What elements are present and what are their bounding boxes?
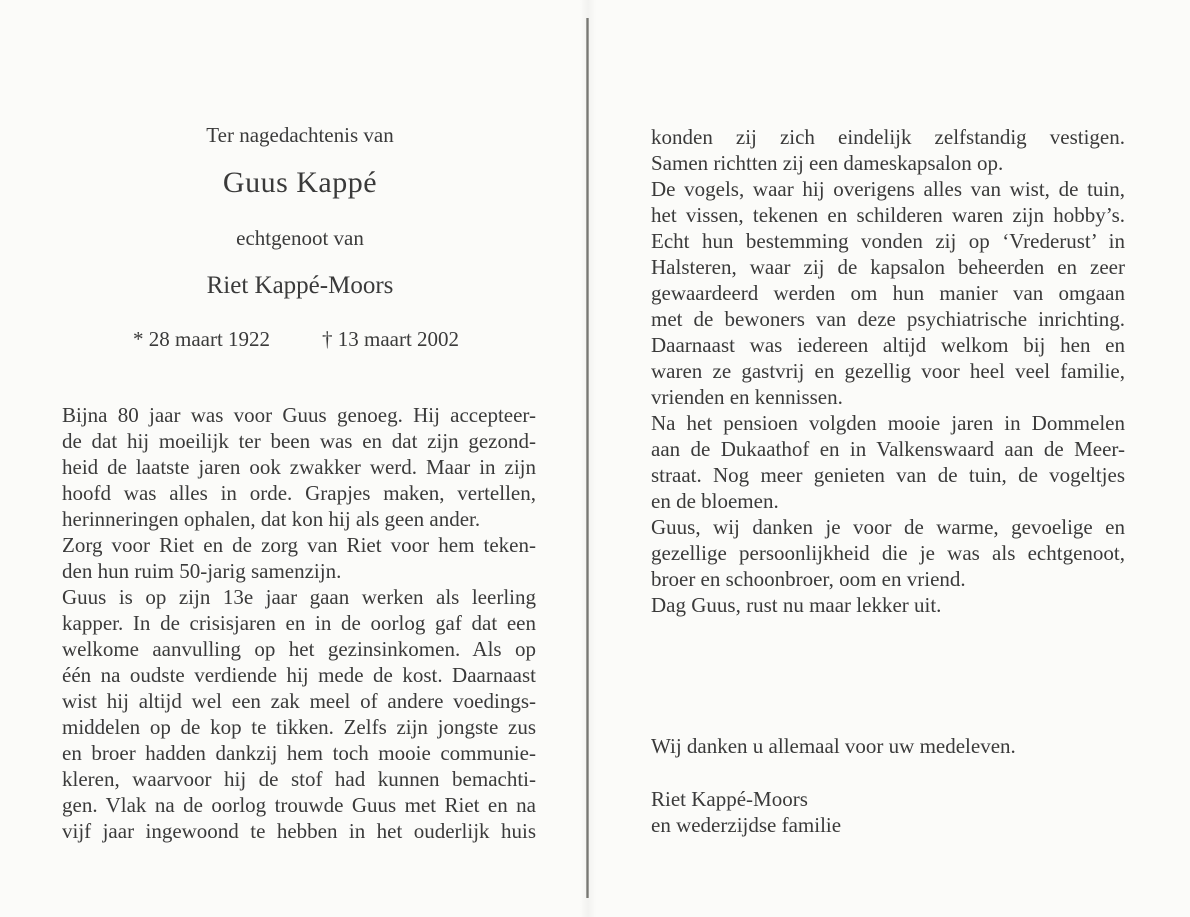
text-line: Echt hun bestemming vonden zij op ‘Vrederust’ in [651, 229, 1125, 253]
text-line: de dat hij moeilijk ter been was en dat zijn gezond- [62, 429, 536, 453]
left-body-text [62, 402, 536, 844]
text-line: straat. Nog meer genieten van de tuin, de vogeltjes [651, 463, 1125, 487]
text-line: gewaardeerd werden om hun manier van omgaan [651, 281, 1125, 305]
text-line: broer en schoonbroer, oom en vriend. [651, 567, 966, 591]
text-line: waren ze gastvrij en gezellig voor heel veel familie, [651, 359, 1125, 383]
thanks-message: Wij danken u allemaal voor uw medeleven. [651, 734, 1016, 758]
text-line: Guus, wij danken je voor de warme, gevoelige en [651, 515, 1125, 539]
text-line: één na oudste verdiende hij mede de kost. Daarnaast [62, 663, 536, 687]
text-line: gezellige persoonlijkheid die je was als echtgenoot, [651, 541, 1125, 565]
text-line: Zorg voor Riet en de zorg van Riet voor hem teken- [62, 533, 536, 557]
text-line: Samen richtten zij een dameskapsalon op. [651, 151, 1004, 175]
memorial-intro: Ter nagedachtenis van [206, 123, 394, 147]
text-line: herinneringen ophalen, dat kon hij als geen ander. [62, 507, 481, 531]
text-line: aan de Dukaathof en in Valkenswaard aan de Meer- [651, 437, 1125, 461]
signature [651, 786, 841, 838]
text-line: Daarnaast was iedereen altijd welkom bij hen en [651, 333, 1125, 357]
text-line: vrienden en kennissen. [651, 385, 843, 409]
text-line: met de bewoners van deze psychiatrische inrichting. [651, 307, 1125, 331]
deceased-name: Guus Kappé [222, 166, 378, 199]
text-line: Dag Guus, rust nu maar lekker uit. [651, 593, 942, 617]
text-line: heid de laatste jaren ook zwakker werd. Maar in zijn [62, 455, 536, 479]
signature-family: en wederzijdse familie [651, 813, 842, 837]
card-fold-line [586, 18, 589, 898]
spouse-label: echtgenoot van [236, 226, 364, 250]
death-date: † 13 maart 2002 [322, 327, 460, 351]
text-line: kapper. In de crisisjaren en in de oorlog gaf dat een [62, 611, 536, 635]
left-page [0, 0, 586, 917]
text-line: en de bloemen. [651, 489, 779, 513]
text-line: De vogels, waar hij overigens alles van wist, de tuin, [651, 177, 1125, 201]
text-line: het vissen, tekenen en schilderen waren zijn hobby’s. [651, 203, 1125, 227]
right-page [592, 0, 1190, 917]
text-line: den hun ruim 50-jarig samenzijn. [62, 559, 342, 583]
text-line: konden zij zich eindelijk zelfstandig vestigen. [651, 125, 1125, 149]
text-line: Guus is op zijn 13e jaar gaan werken als leerling [62, 585, 536, 609]
spouse-name: Riet Kappé-Moors [206, 272, 394, 299]
text-line: Bijna 80 jaar was voor Guus genoeg. Hij accepteer- [62, 403, 536, 427]
text-line: vijf jaar ingewoond te hebben in het ouderlijk huis [62, 819, 536, 843]
text-line: wist hij altijd wel een zak meel of andere voedings- [62, 689, 536, 713]
text-line: gen. Vlak na de oorlog trouwde Guus met Riet en na [62, 793, 536, 817]
text-line: hoofd was alles in orde. Grapjes maken, vertellen, [62, 481, 536, 505]
text-line: Halsteren, waar zij de kapsalon beheerden en zeer [651, 255, 1125, 279]
text-line: en broer hadden dankzij hem toch mooie communie- [62, 741, 536, 765]
text-line: welkome aanvulling op het gezinsinkomen. Als op [62, 637, 536, 661]
text-line: middelen op de kop te tikken. Zelfs zijn jongste zus [62, 715, 536, 739]
text-line: Na het pensioen volgden mooie jaren in Dommelen [651, 411, 1125, 435]
right-body-text [651, 124, 1125, 618]
signature-name: Riet Kappé-Moors [651, 787, 808, 811]
birth-date: * 28 maart 1922 [133, 327, 271, 351]
text-line: kleren, waarvoor hij de stof had kunnen bemachti- [62, 767, 536, 791]
